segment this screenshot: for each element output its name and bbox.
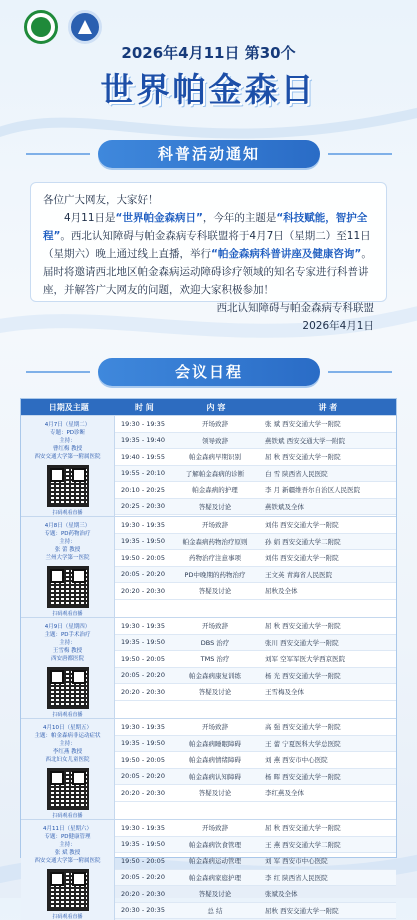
day-info-line: 主持： [59,842,76,848]
session-topic: 帕金森病认知障碍 [189,772,241,781]
header-logos [24,10,102,44]
session-speaker: 张 斌 西安交通大学一附院 [265,420,341,429]
table-row [115,550,396,567]
day-info [21,517,115,617]
qr-code-icon[interactable] [47,768,89,810]
session-topic: 帕金森病的护理 [192,486,238,495]
table-row [115,853,396,870]
session-topic: 总 结 [207,906,223,915]
session-time: 19:30 - 19:35 [121,722,165,731]
session-topic: 了解帕金森病的诊断 [185,469,245,478]
session-speaker: 屈 秋 西安交通大学一附院 [265,453,341,462]
notice-highlight-theme: “科技赋能，智护全程” [43,212,368,242]
qr-caption: 扫码观看直播 [52,611,83,617]
session-speaker: 李 月 新疆维吾尔自治区人民医院 [265,486,361,495]
session-speaker: 杨 光 西安交通大学一附院 [265,671,341,680]
session-time: 19:50 - 20:05 [121,654,165,663]
day-info-line: 主持： [59,438,76,444]
table-row [115,499,396,516]
day-rows [115,820,396,920]
column-header-time: 时 间 [134,402,154,412]
schedule-day [21,415,396,516]
notice-date: 2026年4月1日 [302,320,374,332]
table-row [115,567,396,584]
session-time: 20:20 - 20:30 [121,788,165,797]
notice-greeting: 各位广大网友，大家好！ [43,194,159,206]
day-info-line: 张 斌 教授 [54,850,81,856]
qr-caption: 扫码观看直播 [52,510,83,516]
session-speaker: 刘伟 西安交通大学一附院 [265,521,339,530]
table-row [115,534,396,551]
session-topic: PD中晚期的药物治疗 [184,570,246,579]
session-time: 19:50 - 20:05 [121,553,165,562]
session-speaker: 张川 西安交通大学一附院 [265,638,339,647]
session-topic: 帕金森病睡眠障碍 [189,739,241,748]
session-time: 19:30 - 19:35 [121,419,165,428]
table-row [115,769,396,786]
session-speaker: 王 蕾 宁夏医科大学总医院 [265,739,341,748]
table-row [115,482,396,499]
session-speaker: 王 燕 西安交通大学二附院 [265,840,341,849]
table-row [115,517,396,534]
session-topic: DBS 治疗 [200,638,230,647]
day-info-line: 西安交通大学第一附属医院 [34,858,101,864]
schedule-day [21,718,396,819]
session-speaker: 李 红 陕西省人民医院 [265,873,328,882]
session-topic: 答疑及讨论 [198,789,232,798]
table-row [115,651,396,668]
schedule-day [21,516,396,617]
table-header [21,399,396,415]
session-topic: 答疑及讨论 [198,688,232,697]
session-topic: 答疑及讨论 [198,890,232,899]
session-topic: 帕金森病饮食管理 [189,840,241,849]
session-speaker: 燕铁斌及全体 [265,502,304,511]
table-row [115,466,396,483]
session-speaker: 刘军 空军军医大学西京医院 [265,655,346,664]
day-rows [115,618,396,718]
table-row [115,583,396,600]
session-time: 20:20 - 20:30 [121,586,165,595]
hospital-logo-icon [24,10,58,44]
session-topic: 答疑及讨论 [198,502,232,511]
session-time: 19:35 - 19:50 [121,638,165,647]
column-header-content: 内 容 [206,402,226,412]
session-time: 19:30 - 19:35 [121,823,165,832]
session-time: 20:10 - 20:25 [121,485,165,494]
session-topic: 帕金森病家庭护理 [189,873,241,882]
day-info-line: 王雪梅 教授 [52,648,83,654]
session-topic: 帕金森病运动管理 [189,857,241,866]
day-info-line: 主持： [59,640,76,646]
day-info-line: 专题：PD诊断 [49,430,86,436]
table-row [115,635,396,652]
session-time: 20:05 - 20:20 [121,570,165,579]
notice-text: 。西北认知障碍与帕金森病专科联盟将于4月7日（星期二）至11日（星期六）晚上通过线上直播，举行 [43,230,371,260]
table-row [115,618,396,635]
notice-highlight-day: “世界帕金森病日” [115,212,203,224]
session-time: 20:05 - 20:20 [121,873,165,882]
session-speaker: 刘 燕 西安市中心医院 [265,756,328,765]
session-topic: 领导致辞 [202,436,228,445]
day-info-line: 李红燕 教授 [52,749,83,755]
session-time: 19:50 - 20:05 [121,755,165,764]
qr-code-icon[interactable] [47,869,89,911]
notice-signature: 西北认知障碍与帕金森病专科联盟 [216,302,374,314]
day-info [21,416,115,516]
table-row [115,684,396,701]
day-rows [115,719,396,819]
notice-card [30,182,387,332]
session-time: 19:35 - 19:50 [121,537,165,546]
day-info-line: 西安唐都医院 [50,656,84,662]
schedule-table [20,398,397,920]
session-speaker: 高 强 西安交通大学一附院 [265,723,341,732]
table-row [115,752,396,769]
session-speaker: 刘伟 西安交通大学一附院 [265,554,339,563]
day-info-line: 专题：PD健康管理 [44,834,91,840]
column-header-date: 日期及主题 [48,402,89,412]
day-rows [115,416,396,516]
table-row [115,886,396,903]
qr-code-icon[interactable] [47,566,89,608]
table-row [115,820,396,837]
day-info-line: 主持： [59,539,76,545]
qr-code-icon[interactable] [47,465,89,507]
table-row [115,449,396,466]
day-info-line: 曹红梅 教授 [52,446,83,452]
notice-section-title: 科普活动通知 [98,140,320,168]
schedule-section-title: 会议日程 [98,358,320,386]
session-time: 19:35 - 19:50 [121,840,165,849]
session-topic: 开场致辞 [202,521,228,530]
day-info-line: 4月9日（星期四） [44,624,91,630]
day-info-line: 4月11日（星期六） [43,826,92,832]
session-time: 20:20 - 20:30 [121,687,165,696]
column-header-speaker: 讲 者 [318,402,338,412]
session-topic: 开场致辞 [202,622,228,631]
table-row [115,668,396,685]
table-row [115,719,396,736]
notice-highlight-event: “帕金森病科普讲座及健康咨询” [211,248,362,260]
session-speaker: 刘 军 西安市中心医院 [265,857,328,866]
day-info-line: 兰州大学第一医院 [45,555,90,561]
session-time: 19:55 - 20:10 [121,469,165,478]
notice-text: 4月11日是 [64,212,116,224]
session-speaker: 李红燕及全体 [265,789,304,798]
session-speaker: 燕铁斌 西安交通大学一附院 [265,436,346,445]
day-info-line: 张 蕾 教授 [54,547,81,553]
table-row [115,736,396,753]
session-time: 19:35 - 19:50 [121,739,165,748]
notice-text: 。届时将邀请西北地区帕金森病运动障碍诊疗领域的知名专家进行科普讲座，并解答广大网友的问题，欢迎大家积极参加！ [43,248,372,296]
session-speaker: 张斌及全体 [265,890,298,899]
session-speaker: 屈 秋 西安交通大学一附院 [265,824,341,833]
session-time: 19:30 - 19:35 [121,520,165,529]
session-time: 20:20 - 20:30 [121,889,165,898]
qr-code-icon[interactable] [47,667,89,709]
day-info-line: 4月10日（星期五） [43,725,92,731]
session-time: 19:35 - 19:40 [121,436,165,445]
notice-text: ，今年的主题是 [202,212,277,224]
session-topic: 帕金森病情绪障碍 [189,756,241,765]
session-topic: TMS 治疗 [200,655,230,664]
session-time: 20:25 - 20:30 [121,502,165,511]
session-speaker: 白 雪 陕西省人民医院 [265,469,328,478]
alliance-logo-icon [68,10,102,44]
session-topic: 开场致辞 [202,723,228,732]
event-date-line: 2026年4月11日 第30个 [121,44,296,62]
session-topic: 开场致辞 [202,420,228,429]
table-row [115,785,396,802]
session-speaker: 王雪梅及全体 [265,688,304,697]
day-info [21,719,115,819]
session-topic: 帕金森病药物治疗原则 [182,537,248,546]
session-speaker: 王文英 青海省人民医院 [265,570,333,579]
schedule-days [21,415,396,920]
day-info-line: 主题：帕金森病非运动症状 [34,733,101,739]
day-info-line: 西安交通大学第一附属医院 [34,454,101,460]
session-time: 19:40 - 19:55 [121,452,165,461]
session-topic: 答疑及讨论 [198,587,232,596]
session-topic: 开场致辞 [202,824,228,833]
day-info-line: 主题：PD手术治疗 [44,632,91,638]
qr-caption: 扫码观看直播 [52,914,83,920]
session-speaker: 屈秋 西安交通大学一附院 [265,906,339,915]
session-speaker: 屈秋及全体 [265,587,298,596]
schedule-day [21,617,396,718]
table-row [115,870,396,887]
session-speaker: 杨 晖 西安交通大学一附院 [265,772,341,781]
session-topic: 帕金森病康复训练 [189,671,241,680]
session-time: 20:05 - 20:20 [121,772,165,781]
session-speaker: 孙 娟 西安交通大学二附院 [265,537,341,546]
day-info-line: 主持： [59,741,76,747]
day-info [21,618,115,718]
day-info-line: 4月7日（星期二） [44,422,91,428]
table-row [115,416,396,433]
table-row [115,433,396,450]
qr-caption: 扫码观看直播 [52,813,83,819]
page-title: 世界帕金森日 [100,70,317,109]
session-topic: 帕金森病早期识别 [189,453,241,462]
session-time: 19:30 - 19:35 [121,621,165,630]
schedule-day [21,819,396,920]
day-info-line: 专题：PD药物治疗 [44,531,91,537]
table-row [115,837,396,854]
session-speaker: 屈 秋 西安交通大学一附院 [265,622,341,631]
day-info [21,820,115,920]
day-info-line: 4月8日（星期三） [44,523,91,529]
session-time: 19:50 - 20:05 [121,856,165,865]
notice-paragraph [43,209,374,299]
day-info-line: 西北妇女儿童医院 [45,757,90,763]
session-time: 20:05 - 20:20 [121,671,165,680]
session-topic: 药物治疗注意事项 [189,554,241,563]
qr-caption: 扫码观看直播 [52,712,83,718]
session-time: 20:30 - 20:35 [121,906,165,915]
day-rows [115,517,396,617]
table-row [115,903,396,920]
